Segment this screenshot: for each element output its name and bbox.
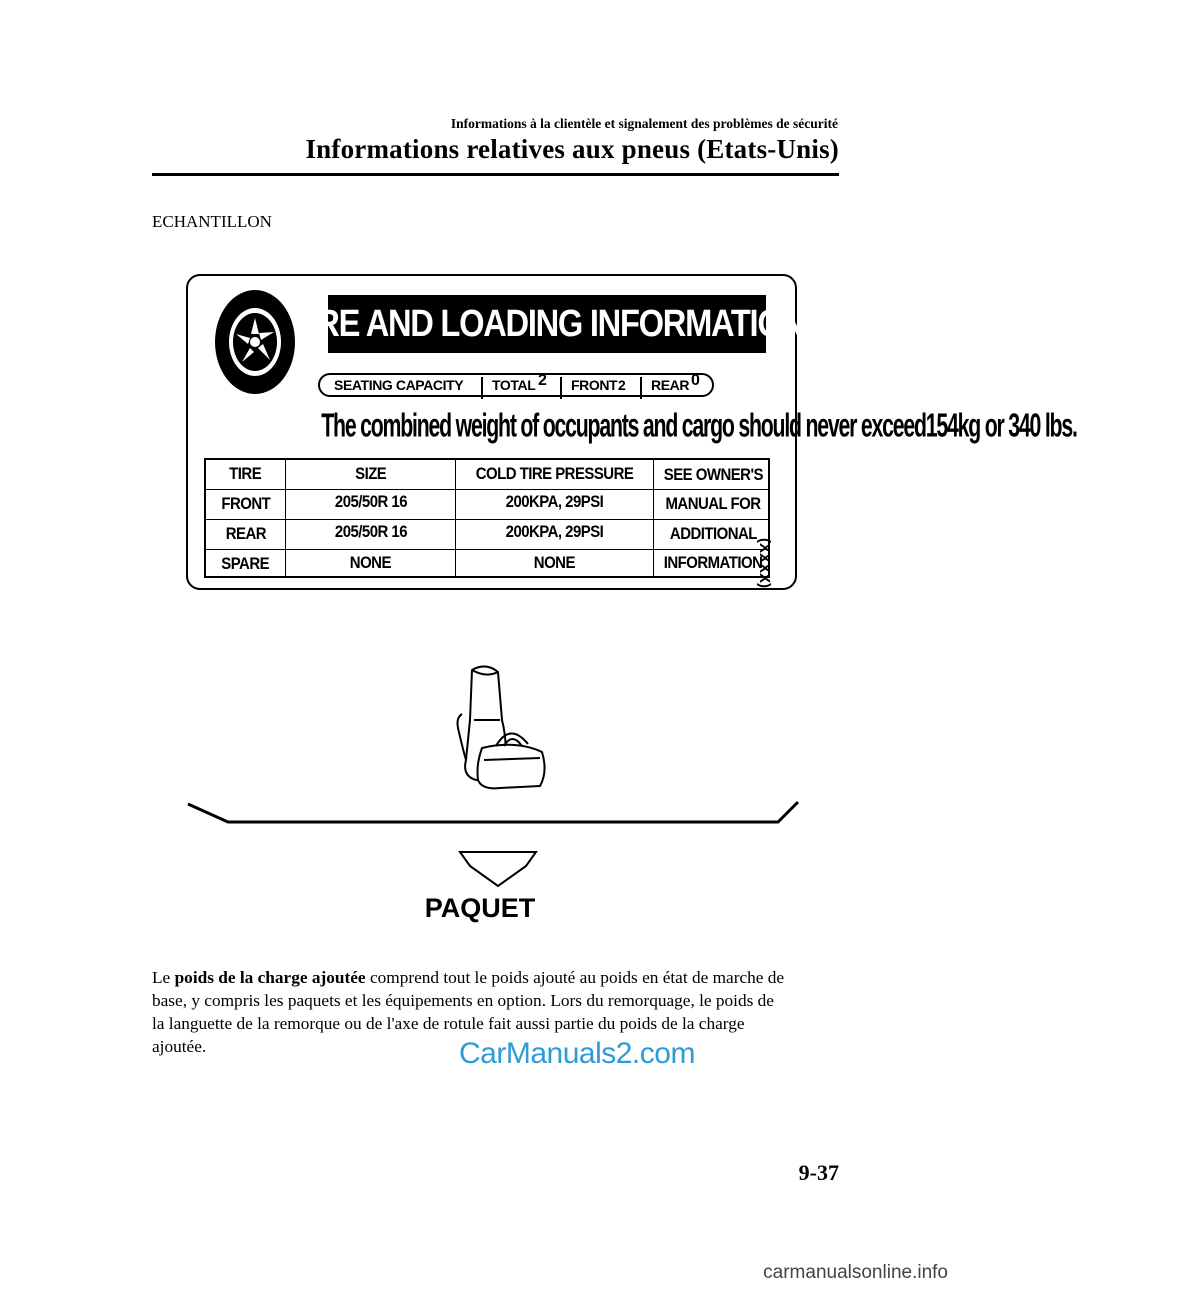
table-rule xyxy=(206,549,768,550)
seating-divider xyxy=(560,377,562,399)
row-rear-size: 205/50R 16 xyxy=(334,522,407,541)
seating-capacity-bar xyxy=(318,373,714,397)
note-line: ADDITIONAL xyxy=(669,524,757,543)
seating-divider xyxy=(481,377,483,399)
combined-weight-text: The combined weight of occupants and cargo should never exceed154kg or 340 lbs. xyxy=(321,407,1077,444)
tire-pressure-table xyxy=(204,458,770,578)
row-spare-size: NONE xyxy=(349,553,392,572)
row-front-size: 205/50R 16 xyxy=(334,492,407,511)
note-line: SEE OWNER'S xyxy=(663,465,763,484)
paragraph-line: base, y compris les paquets et les équipements en option. Lors du remorquage, le poids de xyxy=(152,991,774,1010)
seating-capacity-label: SEATING CAPACITY xyxy=(334,377,464,393)
note-line: MANUAL FOR xyxy=(665,494,761,513)
term-added-load: poids de la charge ajoutée xyxy=(174,968,366,987)
header-pressure: COLD TIRE PRESSURE xyxy=(475,464,634,483)
total-value: 2 xyxy=(538,372,547,389)
table-rule xyxy=(206,519,768,520)
paragraph-line: la languette de la remorque ou de l'axe de rotule fait aussi partie du poids de la charge xyxy=(152,1014,745,1033)
row-front-pressure: 200KPA, 29PSI xyxy=(505,492,604,511)
row-rear-pressure: 200KPA, 29PSI xyxy=(505,522,604,541)
rear-value: 0 xyxy=(691,372,700,389)
row-rear-tire: REAR xyxy=(225,524,266,543)
sample-heading: ECHANTILLON xyxy=(152,212,272,231)
front-value: 2 xyxy=(618,377,626,393)
header-subtitle: Informations à la clientèle et signalement des problèmes de sécurité xyxy=(450,116,838,131)
footer-watermark[interactable]: carmanualsonline.info xyxy=(763,1262,948,1283)
header-size: SIZE xyxy=(354,464,387,483)
header-title: Informations relatives aux pneus (Etats-Unis) xyxy=(305,134,839,164)
tire-icon xyxy=(212,288,298,396)
page-number: 9-37 xyxy=(798,1160,839,1185)
table-rule xyxy=(206,489,768,490)
row-front-tire: FRONT xyxy=(221,494,270,513)
header-tire: TIRE xyxy=(229,464,262,483)
label-title: TIRE AND LOADING INFORMATION xyxy=(328,295,766,353)
paragraph-line: ajoutée. xyxy=(152,1037,207,1056)
total-label: TOTAL xyxy=(492,377,536,393)
tire-loading-label xyxy=(186,274,1077,590)
seating-divider xyxy=(640,377,642,399)
paragraph-line: Le poids de la charge ajoutée comprend tout le poids ajouté au poids en état de marche de xyxy=(152,968,785,987)
footer-bar xyxy=(0,1254,960,1293)
row-spare-tire: SPARE xyxy=(221,554,270,573)
note-line: INFORMATION xyxy=(663,553,763,572)
label-code: (XXXX) xyxy=(756,538,773,589)
paquet-caption: PAQUET xyxy=(424,893,536,923)
row-spare-pressure: NONE xyxy=(533,553,576,572)
rear-label: REAR xyxy=(651,377,690,393)
luggage-illustration xyxy=(186,660,806,890)
watermark-logo[interactable]: CarManuals2.com xyxy=(459,1037,695,1070)
front-label: FRONT xyxy=(571,377,618,393)
header-rule xyxy=(152,173,839,176)
